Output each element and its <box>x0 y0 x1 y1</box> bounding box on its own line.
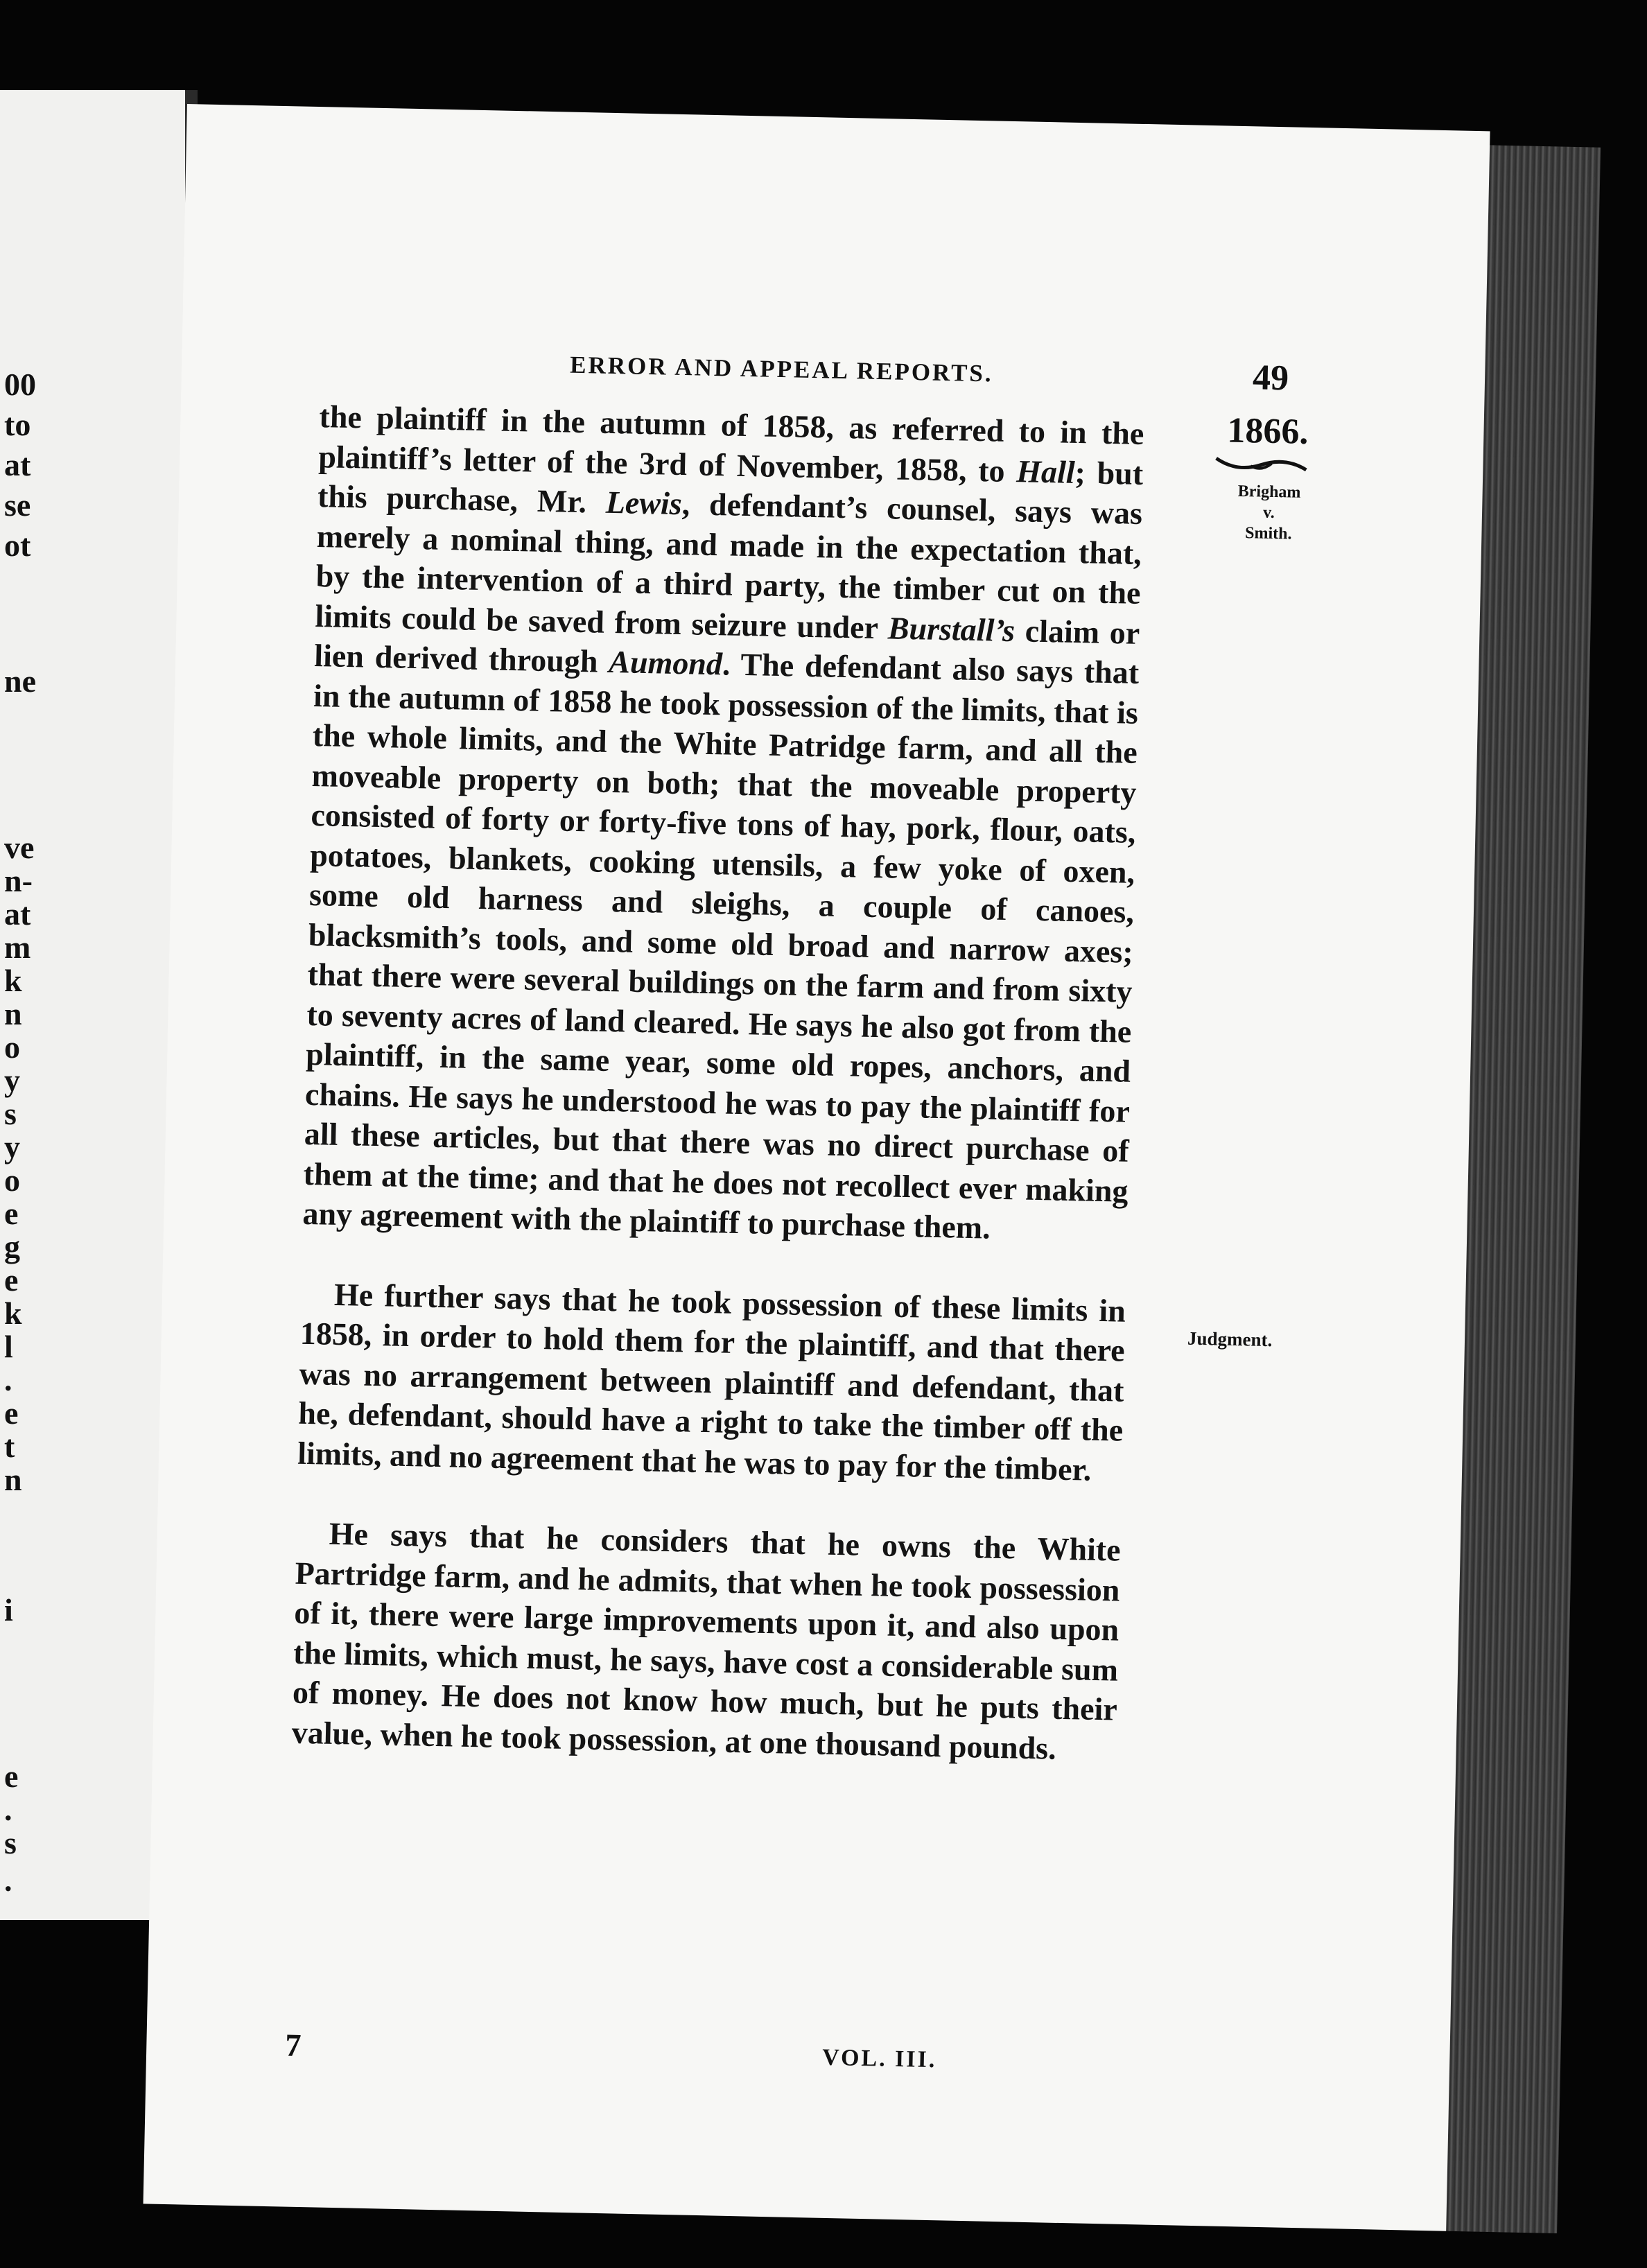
left-page-fragment: at <box>4 447 31 482</box>
left-page-fragment: s <box>4 1096 17 1131</box>
running-head: ERROR AND APPEAL REPORTS. <box>569 351 994 387</box>
left-page-fragment: g <box>4 1229 20 1264</box>
left-page-fragment: 00 <box>4 367 36 402</box>
margin-judgment-label: Judgment. <box>1187 1327 1273 1351</box>
left-page-fragment: ne <box>4 663 36 699</box>
signature-mark: 7 <box>284 2027 302 2064</box>
left-page-fragment: o <box>4 1162 20 1198</box>
left-page-fragment: e <box>4 1262 19 1298</box>
case-party-1: Brigham <box>1237 482 1301 502</box>
case-versus: v. <box>1262 503 1275 522</box>
left-page-fragment: . <box>4 1863 12 1898</box>
case-party-2: Smith. <box>1244 524 1292 543</box>
left-page-fragment: n <box>4 1462 22 1497</box>
left-page-fragment: o <box>4 1029 20 1065</box>
brace-ornament <box>1212 453 1310 476</box>
volume-label: VOL. III. <box>821 2044 937 2073</box>
left-page-fragment: . <box>4 1362 12 1397</box>
left-page-fragment: at <box>4 896 31 932</box>
left-page-fragment: i <box>4 1592 13 1628</box>
paragraph-1: the plaintiff in the autumn of 1858, as referred to in the plaintiff’s letter of the 3rd of November, 1858, to Hall; but this purchase, Mr. Lewis, defendant’s counsel, says was merely a nominal thing, and made in the expectation that, by the intervention of a third party, the timber cut on the limits could be saved from seizure under Burstall’s claim or lien derived through Aumond. The defendant also says that in the autumn of 1858 he took possession of the limits, that is the whole limits, and the White Patridge farm, and all the moveable property on both; that the moveable property consisted of forty or forty-five tons of hay, pork, flour, oats, potatoes, blankets, cooking utensils, a few yoke of oxen, some old harness and sleighs, a couple of canoes, blacksmith’s tools, and some old broad and narrow axes; that there were several buildings on the farm and from sixty to seventy acres of land cleared. He says he also got from the plaintiff, in the same year, some old ropes, anchors, and chains. He says he understood he was to pay the plaintiff for all these articles, but that there was no direct purchase of them at the time; and that he does not recollect ever making any agreement with the plaintiff to purchase them. <box>302 399 1144 1246</box>
left-page-fragment: se <box>4 487 31 523</box>
margin-year: 1866. <box>1226 410 1309 452</box>
left-page-fragment: l <box>4 1329 13 1364</box>
left-page-fragment: m <box>4 930 31 965</box>
right-page-block <box>143 104 1566 2240</box>
left-page-fragment: . <box>4 1792 12 1827</box>
left-page-fragment: y <box>4 1063 20 1098</box>
page <box>143 104 1490 2231</box>
page-number: 49 <box>1252 358 1289 399</box>
left-page-fragment: e <box>4 1196 19 1231</box>
paragraph-2: He further says that he took possession of these limits in 1858, in order to hold them for the plaintiff, and that there was no arrangement between plaintiff and defendant, that he, defendant, should have a right to take the timber off the limits, and no agreement that he was to pay for the timber. <box>297 1276 1126 1488</box>
left-page-fragment: y <box>4 1129 20 1164</box>
body-text <box>291 396 1144 1769</box>
margin-case-name <box>1228 481 1309 545</box>
left-page-fragment: k <box>4 1296 22 1331</box>
left-page-fragment: ot <box>4 527 31 563</box>
left-page-fragment: to <box>4 407 31 442</box>
left-page-fragment: t <box>4 1429 15 1464</box>
left-page-fragment: ve <box>4 830 35 865</box>
left-page-fragment: e <box>4 1395 19 1431</box>
page-header <box>182 343 1485 399</box>
paragraph-3: He says that he considers that he owns the White Partridge farm, and he admits, that when he took possession of it, there were large improvements upon it, and also upon the limits, which must, he says, have cost a considerable sum of money. He does not know how much, but he puts their value, when he took possession, at one thousand pounds. <box>291 1515 1122 1766</box>
left-page-fragment: e <box>4 1759 19 1794</box>
left-page-fragment: s <box>4 1825 17 1860</box>
left-page-fragment: n <box>4 996 22 1031</box>
left-page-fragment: k <box>4 963 22 998</box>
left-page-fragment: n- <box>4 863 33 898</box>
